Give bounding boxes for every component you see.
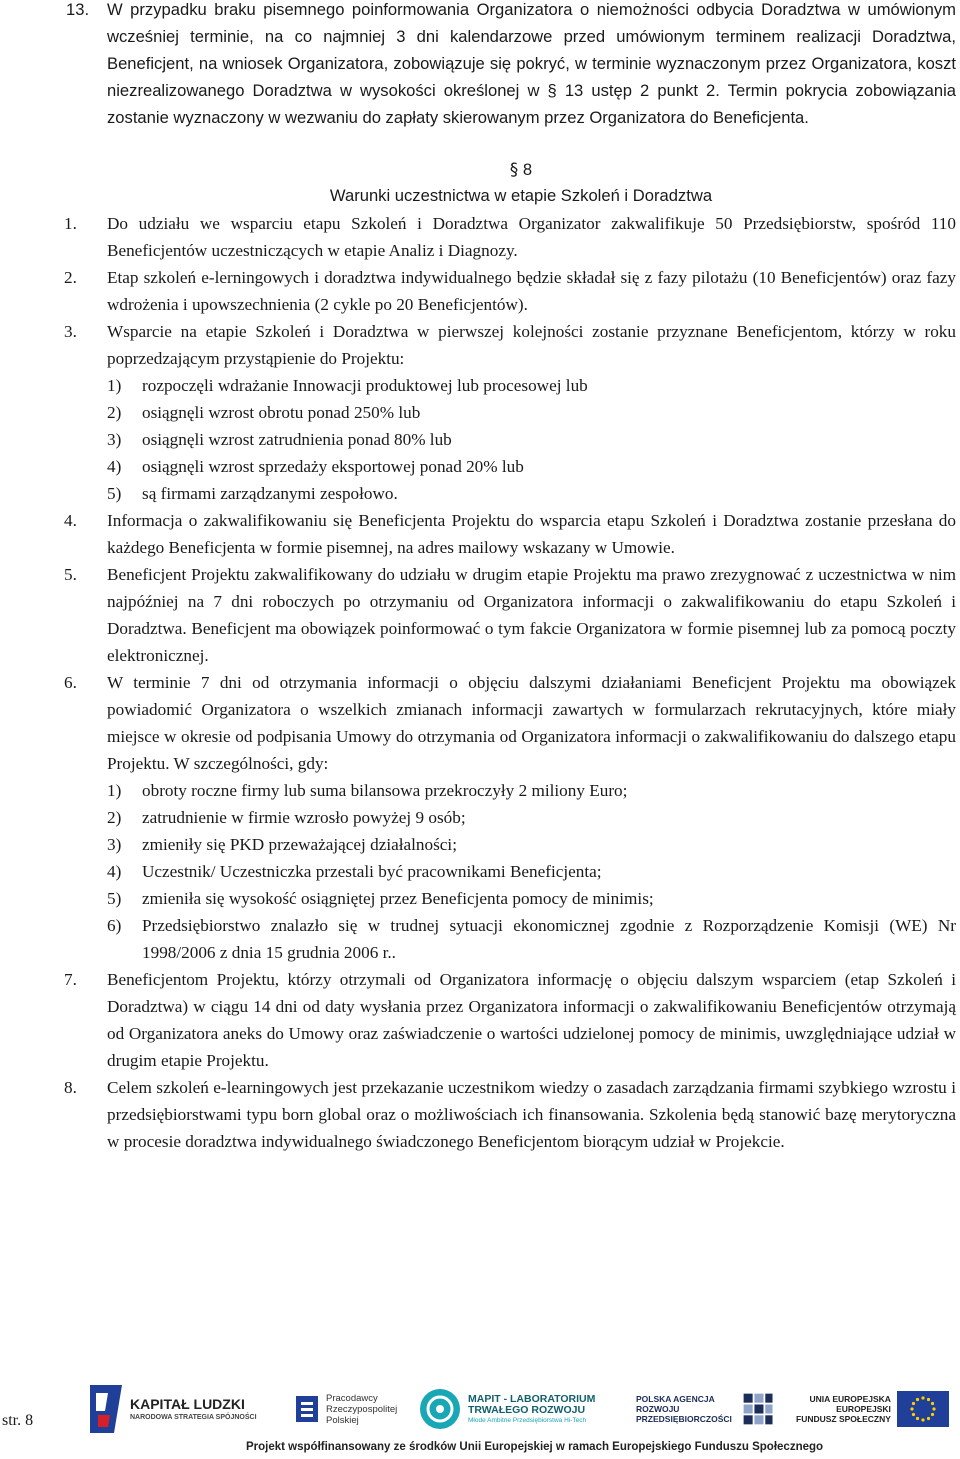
paragraph-text: Beneficjent Projektu zakwalifikowany do udziału w drugim etapie Projektu ma prawo zrezygnować z uczestnictwa w nim najpóźniej na 7 dni roboczych po otrzymaniu od Organizatora informacji o zakwalifikowaniu do etapu Szkoleń i Doradztwa. Beneficjent ma obowiązek poinformować o tym fakcie Organizatora w formie pisemnej lub za pomocą poczty elektronicznej.: [107, 565, 956, 665]
paragraph: [66, 264, 956, 318]
list-item-text: są firmami zarządzanymi zespołowo.: [142, 484, 398, 503]
list-item-text: osiągnęli wzrost zatrudnienia ponad 80% lub: [142, 430, 452, 449]
paragraph: [66, 318, 956, 372]
paragraph-number: 8.: [64, 1078, 77, 1097]
eu-star: [910, 1407, 913, 1410]
paragraph-number: 5.: [64, 565, 77, 584]
paragraph: [66, 669, 956, 777]
section-symbol-line: [66, 156, 956, 183]
list-item-text: zmieniły się PKD przeważającej działalności;: [142, 835, 457, 854]
paragraph-number: 13.: [66, 0, 90, 19]
list-item: [66, 372, 956, 399]
eu-line2: EUROPEJSKI: [836, 1404, 891, 1414]
list-item: [66, 804, 956, 831]
pracodawcy-logo: [294, 1380, 404, 1438]
list-item-text: Uczestnik/ Uczestniczka przestali być pracownikami Beneficjenta;: [142, 862, 602, 881]
list-item: [66, 912, 956, 966]
parp-line2: ROZWOJU: [636, 1404, 680, 1414]
list-item: [66, 426, 956, 453]
paragraph: [66, 966, 956, 1074]
parp-emblem-icon: [740, 1388, 776, 1430]
mapit-line2: TRWAŁEGO ROZWOJU: [468, 1403, 586, 1416]
section-number: 8: [522, 160, 533, 179]
parp-line1: POLSKA AGENCJA: [636, 1394, 715, 1404]
paragraph-number: 6.: [64, 673, 77, 692]
parp-logo: [636, 1380, 776, 1438]
paragraph: [66, 1074, 956, 1155]
list-item-number: 5): [107, 889, 122, 908]
eu-star: [927, 1398, 930, 1401]
list-item: [66, 831, 956, 858]
list-item: [66, 453, 956, 480]
paragraph-text: Beneficjentom Projektu, którzy otrzymali od Organizatora informację o objęciu dalszym wsparciem (etap Szkoleń i Doradztwa) w ciągu 14 dni od daty wysłania przez Organizatora informacji o zakwalifikowaniu Beneficjentów otrzymają od Organizatora aneks do Umowy oraz zaświadczenie o wartości udzielonej pomocy de minimis, uwzględniające udział w drugim etapie Projektu.: [107, 970, 956, 1070]
eu-line3: FUNDUSZ SPOŁECZNY: [796, 1414, 891, 1424]
eu-star: [912, 1402, 915, 1405]
list-item: [66, 885, 956, 912]
paragraph-text: Informacja o zakwalifikowaniu się Beneficjenta Projektu do wsparcia etapu Szkoleń i Doradztwa zostanie przesłana do każdego Beneficjenta w formie pisemnej, na adres mailowy wskazany w Umowie.: [107, 511, 956, 557]
pracodawcy-line3: Polskiej: [326, 1414, 359, 1426]
list-item-number: 4): [107, 457, 122, 476]
mapit-line1: MAPIT - LABORATORIUM: [468, 1392, 596, 1405]
list-item: [66, 858, 956, 885]
list-item-number: 6): [107, 916, 122, 935]
paragraph-text: Do udziału we wsparciu etapu Szkoleń i Doradztwa Organizator zakwalifikuje 50 Przedsiębiorstw, spośród 110 Beneficjentów uczestniczących w etapie Analiz i Diagnozy.: [107, 214, 956, 260]
paragraph-text: Etap szkoleń e-lerningowych i doradztwa indywidualnego będzie składał się z fazy pilotażu (10 Beneficjentów) oraz fazy wdrożenia i upowszechnienia (2 cykle po 20 Beneficjentów).: [107, 268, 956, 314]
pracodawcy-line1: Pracodawcy: [326, 1392, 378, 1404]
eu-star: [931, 1402, 934, 1405]
list-item: [66, 399, 956, 426]
list-item-number: 2): [107, 403, 122, 422]
eu-star: [932, 1407, 935, 1410]
section-symbol: §: [509, 160, 519, 179]
list-item-number: 1): [107, 781, 122, 800]
mapit-logo: [418, 1380, 618, 1438]
eu-star: [931, 1413, 934, 1416]
page-number: str. 8: [2, 1412, 34, 1429]
mapit-emblem-icon: [418, 1387, 462, 1431]
paragraph-number: 1.: [64, 214, 77, 233]
parp-line3: PRZEDSIĘBIORCZOŚCI: [636, 1414, 732, 1424]
paragraph-text: W terminie 7 dni od otrzymania informacji o objęciu dalszymi działaniami Beneficjent Projektu ma obowiązek powiadomić Organizatora o wszelkich zmianach informacji zawartych w formularzach rekrutacyjnych, które miały miejsce w okresie od podpisania Umowy do otrzymania od Organizatora informacji o zakwalifikowaniu do dalszego etapu Projektu. W szczególności, gdy:: [107, 673, 956, 773]
eu-flag-icon: [897, 1391, 949, 1427]
paragraph-number: 4.: [64, 511, 77, 530]
section-title: Warunki uczestnictwa w etapie Szkoleń i Doradztwa: [329, 186, 713, 205]
kapital-ludzki-logo: [88, 1380, 263, 1438]
eu-star: [916, 1398, 919, 1401]
paragraph: [66, 210, 956, 264]
kapital-ludzki-emblem-icon: [88, 1383, 124, 1435]
list-item-number: 1): [107, 376, 122, 395]
paragraph-number: 3.: [64, 322, 77, 341]
list-item-text: zmieniła się wysokość osiągniętej przez Beneficjenta pomocy de minimis;: [142, 889, 654, 908]
document-body: [66, 0, 956, 1155]
pracodawcy-line2: Rzeczypospolitej: [326, 1403, 398, 1415]
eu-star: [912, 1413, 915, 1416]
list-item-text: rozpoczęli wdrażanie Innowacji produktowej lub procesowej lub: [142, 376, 588, 395]
eu-logo: [796, 1380, 956, 1438]
paragraph: [66, 507, 956, 561]
eu-star: [921, 1418, 924, 1421]
list-item-text: osiągnęli wzrost sprzedaży eksportowej ponad 20% lub: [142, 457, 524, 476]
list-item-text: zatrudnienie w firmie wzrosło powyżej 9 osób;: [142, 808, 466, 827]
pracodawcy-emblem-icon: [294, 1392, 320, 1426]
footer-logos: [88, 1380, 958, 1438]
list-item: [66, 777, 956, 804]
footer-cofinancing-note: Projekt współfinansowany ze środków Unii Europejskiej w ramach Europejskiego Funduszu Społecznego: [246, 1441, 824, 1453]
list-item-number: 3): [107, 430, 122, 449]
paragraph-13: [66, 0, 956, 131]
list-item-number: 4): [107, 862, 122, 881]
paragraph: [66, 561, 956, 669]
list-item-text: Przedsiębiorstwo znalazło się w trudnej sytuacji ekonomicznej zgodnie z Rozporządzenie Komisji (WE) Nr 1998/2006 z dnia 15 grudnia 2006 r..: [142, 916, 956, 962]
list-item-number: 5): [107, 484, 122, 503]
paragraph-text: Wsparcie na etapie Szkoleń i Doradztwa w pierwszej kolejności zostanie przyznane Beneficjentom, którzy w roku poprzedzającym przystąpienie do Projektu:: [107, 322, 956, 368]
list-item: [66, 480, 956, 507]
paragraph-text: W przypadku braku pisemnego poinformowania Organizatora o niemożności odbycia Doradztwa w umówionym wcześniej terminie, na co najmniej 3 dni kalendarzowe przed umówionym terminem realizacji Doradztwa, Beneficjent, na wniosek Organizatora, zobowiązuje się pokryć, w terminie wyznaczonym przez Organizatora, koszt niezrealizowanego Doradztwa w wysokości określonej w § 13 ustęp 2 punkt 2. Termin pokrycia zobowiązania zostanie wyznaczony w wezwaniu do zapłaty skierowanym przez Organizatora do Beneficjenta.: [107, 0, 956, 127]
list-item-number: 2): [107, 808, 122, 827]
list-item-number: 3): [107, 835, 122, 854]
mapit-line3: Młode Ambitne Przedsiębiorstwa Hi-Tech: [468, 1416, 587, 1424]
kapital-ludzki-title: KAPITAŁ LUDZKI: [130, 1395, 245, 1412]
list-item-text: obroty roczne firmy lub suma bilansowa przekroczyły 2 miliony Euro;: [142, 781, 628, 800]
kapital-ludzki-subtitle: NARODOWA STRATEGIA SPÓJNOŚCI: [130, 1413, 257, 1421]
paragraph-number: 7.: [64, 970, 77, 989]
eu-star: [916, 1417, 919, 1420]
eu-star: [927, 1417, 930, 1420]
eu-line1: UNIA EUROPEJSKA: [809, 1394, 891, 1404]
paragraph-number: 2.: [64, 268, 77, 287]
paragraph-text: Celem szkoleń e-learningowych jest przekazanie uczestnikom wiedzy o zasadach zarządzania firmami szybkiego wzrostu i przedsiębiorstwami typu born global oraz o możliwościach ich finansowania. Szkolenia będą stanowić bazę merytoryczna w procesie doradztwa indywidualnego świadczonego Beneficjentom biorącym udział w Projekcie.: [107, 1078, 956, 1151]
eu-star: [921, 1396, 924, 1399]
list-item-text: osiągnęli wzrost obrotu ponad 250% lub: [142, 403, 421, 422]
